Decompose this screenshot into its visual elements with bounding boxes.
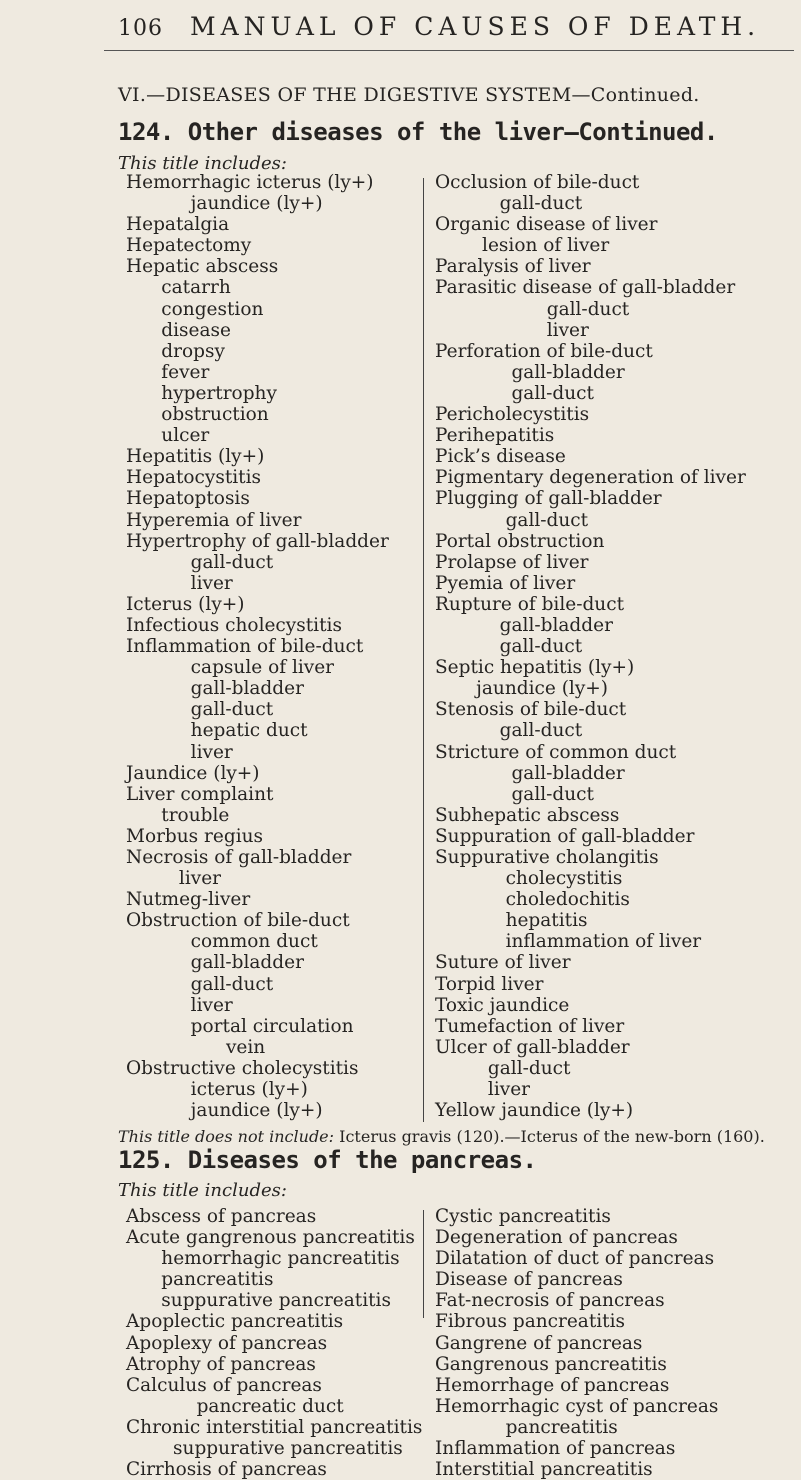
index-entry: icterus (ly+) bbox=[126, 1079, 308, 1101]
index-entry: Infectious cholecystitis bbox=[126, 614, 342, 636]
index-entry: gall-duct bbox=[435, 193, 583, 215]
index-entry: Acute gangrenous pancreatitis bbox=[126, 1227, 415, 1249]
index-entry: suppurative pancreatitis bbox=[126, 1290, 391, 1312]
index-entry: Torpid liver bbox=[435, 973, 544, 995]
index-entry: fever bbox=[126, 361, 210, 383]
index-entry: congestion bbox=[126, 298, 264, 320]
index-entry: Pyemia of liver bbox=[435, 572, 576, 594]
column-divider-124 bbox=[423, 178, 424, 1122]
index-entry: Hepatocystitis bbox=[126, 467, 262, 489]
index-entry: Morbus regius bbox=[126, 825, 264, 847]
index-entry: Apoplexy of pancreas bbox=[126, 1332, 328, 1354]
index-entry: jaundice (ly+) bbox=[435, 678, 609, 700]
index-entry: Perforation of bile-duct bbox=[435, 340, 653, 362]
index-entry: Toxic jaundice bbox=[435, 994, 570, 1016]
index-entry: hepatitis bbox=[435, 910, 588, 932]
index-entry: Fat-necrosis of pancreas bbox=[435, 1290, 665, 1312]
index-entry: gall-duct bbox=[435, 298, 630, 320]
index-entry: Abscess of pancreas bbox=[126, 1206, 317, 1227]
index-entry: inflammation of liver bbox=[435, 931, 702, 953]
index-entry: Suppuration of gall-bladder bbox=[435, 825, 695, 847]
index-entry: Tumefaction of liver bbox=[435, 1015, 625, 1037]
index-entry: Degeneration of pancreas bbox=[435, 1227, 678, 1249]
index-entry: Inflammation of bile-duct bbox=[126, 636, 364, 658]
page-header bbox=[0, 0, 801, 58]
index-entry: Jaundice (ly+) bbox=[126, 762, 260, 784]
includes-label-124: This title includes: bbox=[118, 153, 287, 174]
index-entry: gall-duct bbox=[435, 720, 583, 742]
index-entry: gall-bladder bbox=[435, 361, 625, 383]
index-entry: gall-bladder bbox=[435, 614, 613, 636]
index-entry: Hepatectomy bbox=[126, 235, 252, 257]
index-entry: Atrophy of pancreas bbox=[126, 1353, 316, 1375]
index-entry: liver bbox=[126, 572, 233, 594]
index-entry: Pick’s disease bbox=[435, 446, 566, 468]
index-entry: liver bbox=[435, 319, 589, 341]
index-entry: Apoplectic pancreatitis bbox=[126, 1311, 344, 1333]
index-entry: liver bbox=[126, 994, 233, 1016]
index-entry: Hepatalgia bbox=[126, 214, 230, 236]
index-entry: Hepatitis (ly+) bbox=[126, 446, 265, 468]
index-entry: Obstruction of bile-duct bbox=[126, 910, 350, 932]
index-entry: Organic disease of liver bbox=[435, 214, 658, 236]
exclusion-text: Icterus gravis (120).—Icterus of the new-born (160). bbox=[334, 1127, 765, 1146]
index-entry: catarrh bbox=[126, 277, 231, 299]
index-entry: common duct bbox=[126, 931, 318, 953]
index-entry: Calculus of pancreas bbox=[126, 1374, 322, 1396]
index-entry: Chronic interstitial pancreatitis bbox=[126, 1416, 423, 1438]
column-125-left bbox=[126, 1206, 422, 1480]
index-entry: gall-duct bbox=[435, 509, 589, 531]
index-entry: gall-duct bbox=[126, 551, 274, 573]
includes-label-125: This title includes: bbox=[118, 1180, 287, 1201]
index-entry: Suppurative cholangitis bbox=[435, 847, 659, 868]
subsection-title-125: 125. Diseases of the pancreas. bbox=[118, 1146, 537, 1174]
page-number: 106 bbox=[118, 16, 163, 41]
index-entry: Inflammation of pancreas bbox=[435, 1438, 676, 1460]
index-entry: Portal obstruction bbox=[435, 530, 605, 552]
index-entry: Gangrene of pancreas bbox=[435, 1332, 643, 1354]
index-entry: Dilatation of duct of pancreas bbox=[435, 1248, 715, 1270]
index-entry: hepatic duct bbox=[126, 720, 308, 742]
index-entry: gall-duct bbox=[435, 636, 583, 658]
section-title: VI.—DISEASES OF THE DIGESTIVE SYSTEM—Continued. bbox=[118, 84, 700, 106]
index-entry: liver bbox=[126, 868, 222, 890]
index-entry: disease bbox=[126, 319, 231, 341]
index-entry: Perihepatitis bbox=[435, 425, 555, 447]
header-rule bbox=[104, 50, 794, 51]
index-entry: portal circulation bbox=[126, 1015, 354, 1037]
index-entry: pancreatitis bbox=[126, 1269, 274, 1291]
index-entry: Liver complaint bbox=[126, 783, 274, 805]
index-entry: trouble bbox=[126, 804, 230, 826]
index-entry: Subhepatic abscess bbox=[435, 804, 620, 826]
index-entry: lesion of liver bbox=[435, 235, 610, 257]
running-title: MANUAL OF CAUSES OF DEATH. bbox=[190, 12, 761, 41]
exclusion-note-124 bbox=[118, 1127, 765, 1146]
index-entry: gall-bladder bbox=[126, 952, 304, 974]
index-entry: jaundice (ly+) bbox=[126, 193, 323, 215]
index-entry: Ulcer of gall-bladder bbox=[435, 1036, 630, 1058]
index-entry: gall-duct bbox=[435, 783, 594, 805]
index-entry: Pericholecystitis bbox=[435, 404, 590, 426]
index-entry: suppurative pancreatitis bbox=[126, 1438, 403, 1460]
index-entry: Fibrous pancreatitis bbox=[435, 1311, 626, 1333]
index-entry: Hepatoptosis bbox=[126, 488, 250, 510]
index-entry: pancreatic duct bbox=[126, 1395, 344, 1417]
index-entry: Hyperemia of liver bbox=[126, 509, 302, 531]
index-entry: capsule of liver bbox=[126, 657, 335, 679]
index-entry: jaundice (ly+) bbox=[126, 1100, 323, 1122]
index-entry: Rupture of bile-duct bbox=[435, 593, 625, 615]
index-entry: gall-bladder bbox=[435, 762, 625, 784]
index-entry: Stenosis of bile-duct bbox=[435, 699, 627, 721]
index-entry: Plugging of gall-bladder bbox=[435, 488, 662, 510]
column-124-left bbox=[126, 172, 389, 1121]
index-entry: hemorrhagic pancreatitis bbox=[126, 1248, 400, 1270]
index-entry: pancreatitis bbox=[435, 1416, 618, 1438]
index-entry: gall-bladder bbox=[126, 678, 304, 700]
index-entry: gall-duct bbox=[126, 699, 274, 721]
index-entry: Pigmentary degeneration of liver bbox=[435, 467, 746, 489]
index-entry: Interstitial pancreatitis bbox=[435, 1459, 653, 1480]
index-entry: Disease of pancreas bbox=[435, 1269, 623, 1291]
index-entry: Hepatic abscess bbox=[126, 256, 279, 278]
column-125-right bbox=[435, 1206, 718, 1480]
index-entry: vein bbox=[126, 1036, 266, 1058]
index-entry: hypertrophy bbox=[126, 382, 277, 404]
index-entry: gall-duct bbox=[435, 1057, 571, 1079]
index-entry: Prolapse of liver bbox=[435, 551, 589, 573]
index-entry: Paralysis of liver bbox=[435, 256, 591, 278]
index-entry: liver bbox=[126, 741, 233, 763]
index-entry: gall-duct bbox=[126, 973, 274, 995]
index-entry: Hemorrhage of pancreas bbox=[435, 1374, 670, 1396]
index-entry: Parasitic disease of gall-bladder bbox=[435, 277, 736, 299]
index-entry: Icterus (ly+) bbox=[126, 593, 245, 615]
index-entry: Gangrenous pancreatitis bbox=[435, 1353, 667, 1375]
index-entry: Hypertrophy of gall-bladder bbox=[126, 530, 389, 552]
index-entry: liver bbox=[435, 1079, 531, 1101]
index-entry: Nutmeg-liver bbox=[126, 889, 251, 911]
index-entry: Obstructive cholecystitis bbox=[126, 1057, 359, 1079]
index-entry: choledochitis bbox=[435, 889, 630, 911]
index-entry: obstruction bbox=[126, 404, 269, 426]
index-entry: cholecystitis bbox=[435, 868, 623, 890]
index-entry: ulcer bbox=[126, 425, 210, 447]
index-entry: Suture of liver bbox=[435, 952, 571, 974]
exclusion-label: This title does not include: bbox=[118, 1127, 335, 1146]
index-entry: Hemorrhagic icterus (ly+) bbox=[126, 172, 374, 193]
index-entry: Hemorrhagic cyst of pancreas bbox=[435, 1395, 719, 1417]
index-entry: Septic hepatitis (ly+) bbox=[435, 657, 635, 679]
index-entry: Necrosis of gall-bladder bbox=[126, 847, 352, 868]
index-entry: Cystic pancreatitis bbox=[435, 1206, 611, 1227]
column-divider-125 bbox=[423, 1210, 424, 1318]
index-entry: Cirrhosis of pancreas bbox=[126, 1459, 327, 1480]
index-entry: gall-duct bbox=[435, 382, 594, 404]
index-entry: dropsy bbox=[126, 340, 225, 362]
subsection-title-124: 124. Other diseases of the liver—Continued. bbox=[118, 118, 718, 146]
index-entry: Stricture of common duct bbox=[435, 741, 677, 763]
column-124-right bbox=[435, 172, 746, 1121]
index-entry: Yellow jaundice (ly+) bbox=[435, 1100, 634, 1122]
index-entry: Occlusion of bile-duct bbox=[435, 172, 640, 193]
